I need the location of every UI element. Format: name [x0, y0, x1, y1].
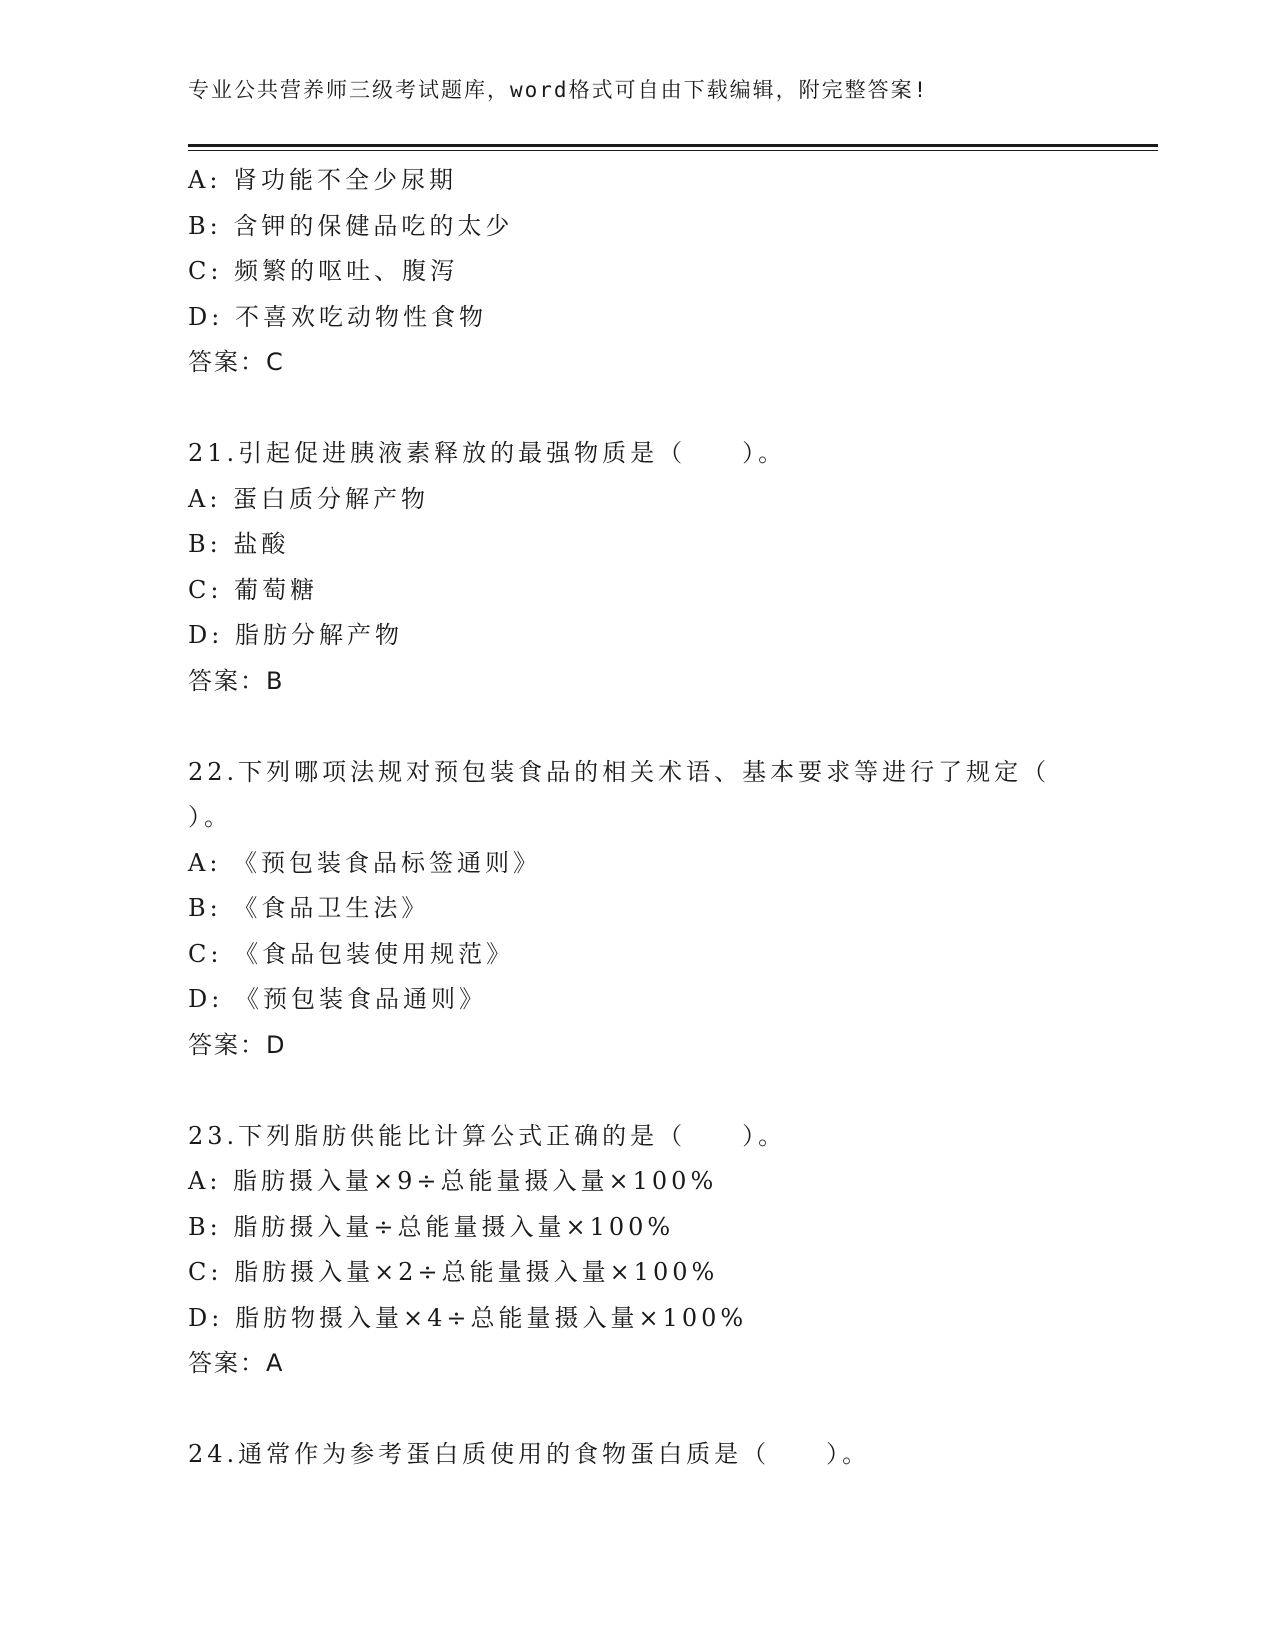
option-a: A: 蛋白质分解产物: [188, 484, 430, 513]
page-header: 专业公共营养师三级考试题库，word格式可自由下载编辑，附完整答案!: [188, 78, 929, 102]
question-block-22: [188, 750, 1088, 1069]
question-text: 21.引起促进胰液素释放的最强物质是（ ）。: [188, 439, 787, 467]
option-a: A: 脂肪摄入量×9÷总能量摄入量×100%: [188, 1167, 718, 1195]
question-block-24: [188, 1432, 1088, 1478]
option-a: A: 《预包装食品标签通则》: [188, 848, 542, 877]
option-a: A: 肾功能不全少尿期: [188, 166, 458, 194]
question-text: 23.下列脂肪供能比计算公式正确的是（ ）。: [188, 1121, 787, 1150]
option-d: D: 脂肪分解产物: [188, 621, 403, 649]
option-b: B: 含钾的保健品吃的太少: [188, 211, 514, 240]
option-b: B: 《食品卫生法》: [188, 894, 430, 922]
question-text-line-1: 22.下列哪项法规对预包装食品的相关术语、基本要求等进行了规定（: [188, 757, 1051, 786]
answer-line: 答案：D: [188, 1030, 287, 1059]
question-text: 24.通常作为参考蛋白质使用的食物蛋白质是（ ）。: [188, 1440, 871, 1468]
option-b: B: 盐酸: [188, 530, 290, 558]
question-block-23: [188, 1114, 1088, 1387]
block-spacer: [188, 386, 1088, 432]
header-rule-thick: [188, 144, 1158, 147]
answer-line: 答案：C: [188, 348, 285, 376]
answer-line: 答案：B: [188, 666, 285, 695]
option-c: C: 频繁的呕吐、腹泻: [188, 257, 459, 285]
option-d: D: 不喜欢吃动物性食物: [188, 302, 487, 331]
option-d: D: 《预包装食品通则》: [188, 985, 487, 1013]
option-c: C: 脂肪摄入量×2÷总能量摄入量×100%: [188, 1258, 719, 1286]
answer-line: 答案：A: [188, 1349, 285, 1377]
block-spacer: [188, 704, 1088, 750]
block-spacer: [188, 1068, 1088, 1114]
option-c: C: 《食品包装使用规范》: [188, 939, 515, 968]
option-c: C: 葡萄糖: [188, 575, 319, 604]
question-text-line-2: ）。: [188, 803, 232, 831]
question-block-20: [188, 158, 1088, 386]
question-block-21: [188, 431, 1088, 704]
question-list: [188, 158, 1088, 1478]
option-d: D: 脂肪物摄入量×4÷总能量摄入量×100%: [188, 1303, 748, 1332]
option-b: B: 脂肪摄入量÷总能量摄入量×100%: [188, 1212, 675, 1241]
header-rule-thin: [188, 150, 1158, 151]
block-spacer: [188, 1387, 1088, 1433]
